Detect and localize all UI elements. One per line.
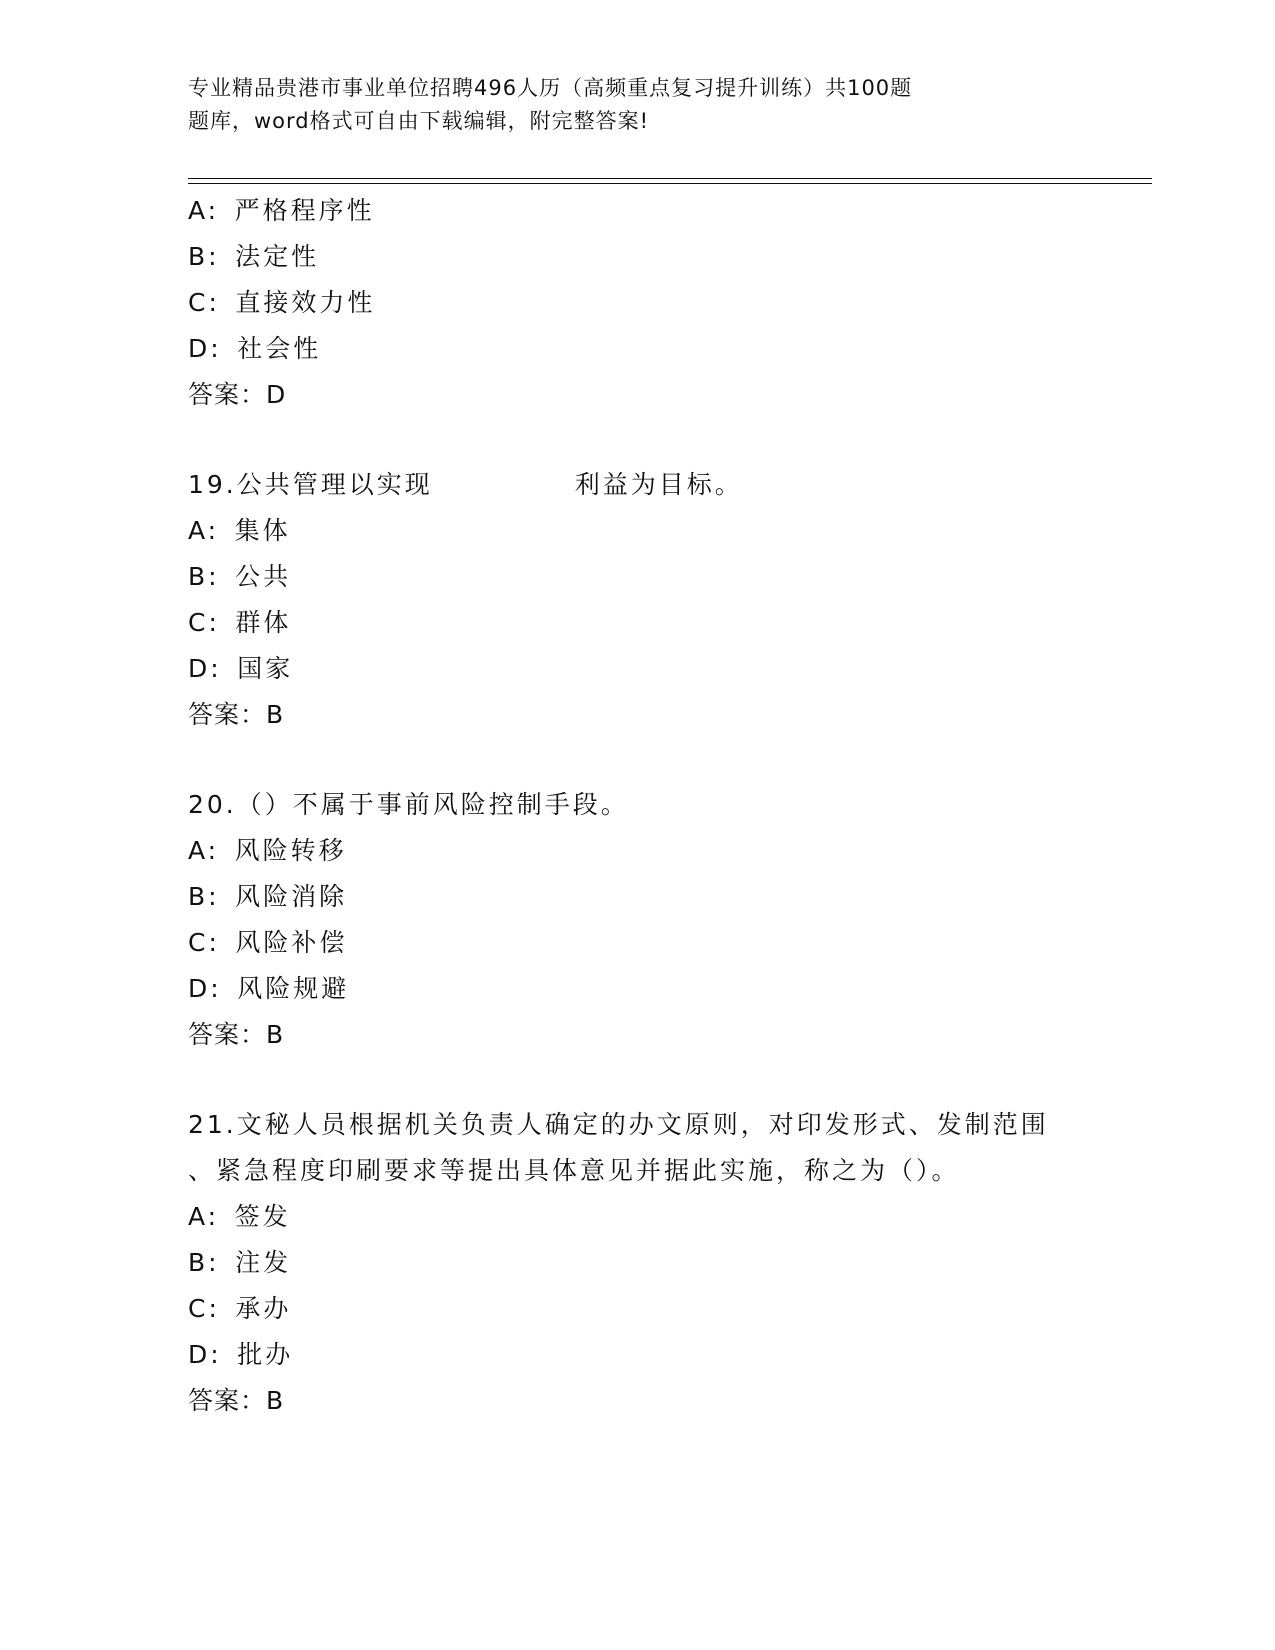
option-a: A: 签发 — [188, 1202, 291, 1231]
question-text: 19.公共管理以实现 利益为目标。 — [188, 470, 743, 499]
question-list — [188, 188, 1148, 1424]
option-a: A: 风险转移 — [188, 836, 347, 865]
option-b: B: 法定性 — [188, 242, 320, 271]
header-line-1: 专业精品贵港市事业单位招聘496人历（高频重点复习提升训练）共100题 — [188, 76, 913, 100]
answer-line: 答案：B — [188, 1020, 285, 1049]
question-text-line-2: 、紧急程度印刷要求等提出具体意见并据此实施，称之为（）。 — [188, 1156, 960, 1185]
option-c: C: 群体 — [188, 608, 292, 637]
question-20 — [188, 782, 1148, 1058]
document-header — [188, 72, 1068, 138]
option-d: D: 批办 — [188, 1340, 294, 1369]
question-text: 20.（）不属于事前风险控制手段。 — [188, 790, 629, 819]
option-a: A: 严格程序性 — [188, 196, 375, 225]
option-d: D: 社会性 — [188, 334, 322, 363]
option-d: D: 风险规避 — [188, 974, 350, 1003]
option-c: C: 直接效力性 — [188, 288, 376, 317]
option-b: B: 公共 — [188, 562, 292, 591]
answer-line: 答案：B — [188, 700, 285, 729]
question-19 — [188, 462, 1148, 738]
answer-line: 答案：D — [188, 380, 287, 409]
header-divider-bottom — [188, 183, 1152, 184]
option-c: C: 风险补偿 — [188, 928, 348, 957]
option-d: D: 国家 — [188, 654, 294, 683]
option-c: C: 承办 — [188, 1294, 292, 1323]
option-b: B: 注发 — [188, 1248, 292, 1277]
question-18-options — [188, 188, 1148, 418]
header-line-2: 题库，word格式可自由下载编辑，附完整答案! — [188, 109, 650, 133]
question-text-line-1: 21.文秘人员根据机关负责人确定的办文原则，对印发形式、发制范围 — [188, 1110, 1049, 1139]
question-21 — [188, 1102, 1148, 1424]
option-b: B: 风险消除 — [188, 882, 348, 911]
option-a: A: 集体 — [188, 516, 291, 545]
header-divider-top — [188, 178, 1152, 179]
answer-line: 答案：B — [188, 1386, 285, 1415]
